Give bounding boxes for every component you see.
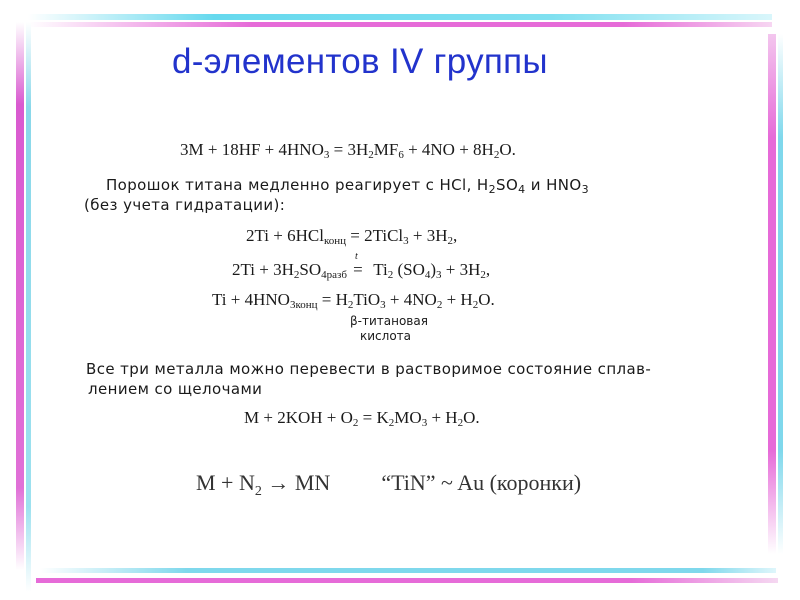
right-magenta-border [768, 34, 776, 554]
equals-with-t-icon: t = [353, 251, 363, 279]
beta-titanic-acid-note: β-титановая кислота [350, 314, 428, 343]
equation-4: $Ti + 4HNO_{3конц} = H_2TiO_3 + 4NO_2 + H_2O$. [212, 290, 495, 311]
paragraph-1-line-2: (без учета гидратации): [84, 196, 286, 214]
paragraph-2-line-1: Все три металла можно перевести в растворимое состояние сплав- [86, 360, 652, 378]
bottom-cyan-border [40, 568, 776, 573]
nitride-formation-line: $M + N_2$ → MN “TiN” ~ Au (коронки) [196, 470, 582, 499]
top-magenta-border [28, 22, 772, 27]
slide-title: d-элементов IV группы [172, 42, 548, 81]
equation-1: $3M + 18HF + 4HNO_3 = 3H_2MF_6 + 4NO + 8H_2O$. [180, 140, 516, 161]
paragraph-1-line-1: Порошок титана медленно реагирует с HCl, $H_2SO_4$ и $HNO_3$ [106, 176, 589, 196]
bottom-magenta-border [36, 578, 778, 583]
left-cyan-border [26, 22, 31, 592]
equation-3: $2Ti + 3H_2SO_{4разб}$ t = $Ti_2$ $(SO_4)_3 + 3H_2$, [232, 251, 491, 281]
tin-gold-note: “TiN” ~ Au (коронки) [381, 470, 582, 495]
top-cyan-border [28, 14, 772, 20]
left-magenta-border [16, 22, 24, 570]
equation-2: 2Ti + 6HCl$_{конц}$ = 2TiCl$_3$ + $3H_2$, [246, 226, 458, 247]
equation-5: $M + 2KOH + O_2 = K_2MO_3 + H_2O$. [244, 408, 480, 429]
paragraph-2-line-2: лением со щелочами [88, 380, 263, 398]
right-cyan-border [778, 34, 783, 554]
